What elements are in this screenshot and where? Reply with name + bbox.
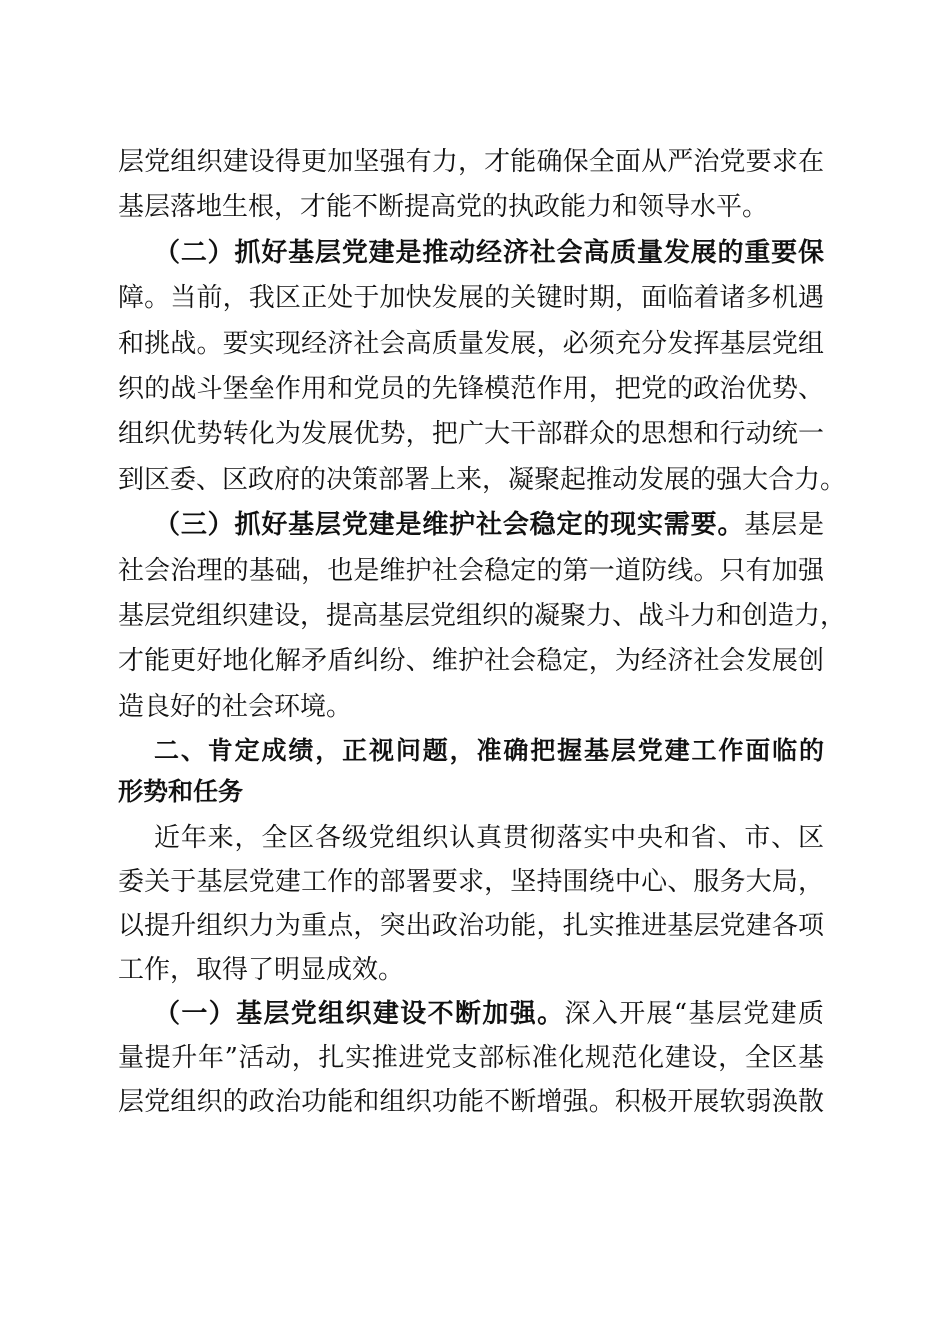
text-line: 工作，取得了明显成效。 — [118, 955, 405, 986]
heading-line: 形势和任务 — [118, 777, 244, 807]
text-line: 织的战斗堡垒作用和党员的先锋模范作用，把党的政治优势、 — [118, 373, 824, 404]
text-rest: 深入开展“基层党建质 — [564, 999, 824, 1030]
heading-line: 二、肯定成绩，正视问题，准确把握基层党建工作面临的 — [154, 736, 824, 766]
paragraph-section-2 — [118, 231, 847, 503]
paragraph-intro — [118, 816, 824, 992]
text-line: 基层落地生根，才能不断提高党的执政能力和领导水平。 — [118, 192, 769, 223]
text-line — [118, 992, 824, 1036]
text-rest: 基层是 — [744, 510, 824, 541]
text-line: 到区委、区政府的决策部署上来，凝聚起推动发展的强大合力。 — [118, 464, 847, 495]
text-line: 基层党组织建设，提高基层党组织的凝聚力、战斗力和创造力， — [118, 600, 847, 631]
subheading-line: （二）抓好基层党建是推动经济社会高质量发展的重要保 — [154, 237, 824, 268]
text-line: 委关于基层党建工作的部署要求，坚持围绕中心、服务大局， — [118, 867, 824, 898]
text-line: 以提升组织力为重点，突出政治功能，扎实推进基层党建各项 — [118, 911, 824, 942]
subheading-text: （一）基层党组织建设不断加强。 — [154, 999, 565, 1030]
section-heading — [118, 730, 824, 812]
text-line: 组织优势转化为发展优势，把广大干部群众的思想和行动统一 — [118, 419, 824, 450]
text-line: 和挑战。要实现经济社会高质量发展，必须充分发挥基层党组 — [118, 328, 824, 359]
text-line: 社会治理的基础，也是维护社会稳定的第一道防线。只有加强 — [118, 555, 824, 586]
text-line: 近年来，全区各级党组织认真贯彻落实中央和省、市、区 — [154, 823, 824, 854]
text-line: 层党组织的政治功能和组织功能不断增强。积极开展软弱涣散 — [118, 1087, 824, 1118]
subheading-text: （三）抓好基层党建是维护社会稳定的现实需要。 — [154, 510, 745, 541]
text-line: 造良好的社会环境。 — [118, 691, 353, 722]
paragraph-achievement-1 — [118, 992, 824, 1124]
text-line: 层党组织建设得更加坚强有力，才能确保全面从严治党要求在 — [118, 147, 824, 177]
text-line — [118, 503, 824, 548]
text-line: 才能更好地化解矛盾纠纷、维护社会稳定，为经济社会发展创 — [118, 646, 824, 677]
text-line: 量提升年”活动，扎实推进党支部标准化规范化建设，全区基 — [118, 1043, 824, 1074]
paragraph-continuation — [118, 140, 824, 231]
paragraph-section-3 — [118, 503, 847, 730]
text-line: 障。当前，我区正处于加快发展的关键时期，面临着诸多机遇 — [118, 283, 824, 314]
document-page — [118, 140, 847, 1124]
